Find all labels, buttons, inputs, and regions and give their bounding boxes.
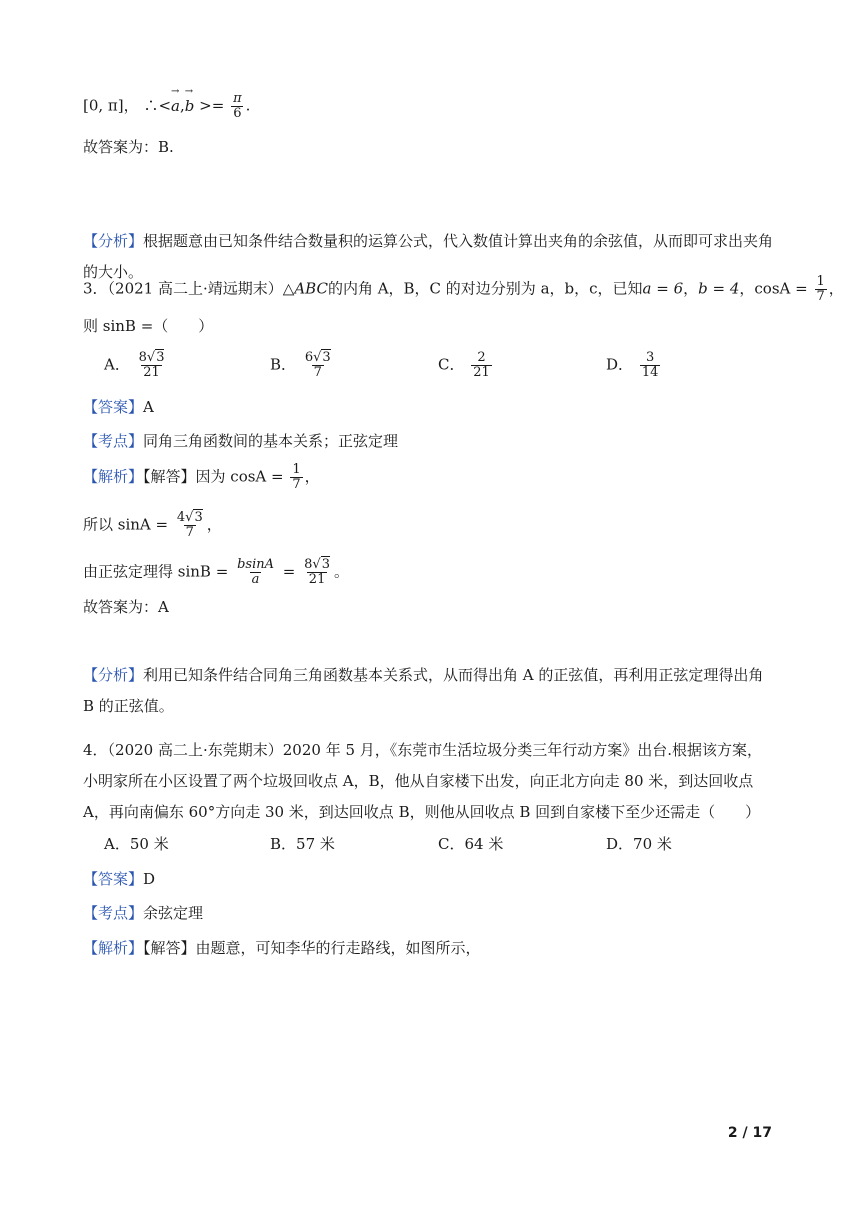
answer-tag: 【答案】 bbox=[83, 398, 144, 416]
q4-stem bbox=[83, 735, 777, 828]
q4-option-c[interactable]: C．64 米 bbox=[438, 835, 504, 853]
solution-tag: 【解析】 bbox=[83, 467, 144, 486]
answer-value: A bbox=[143, 398, 154, 416]
denominator: 7 bbox=[185, 525, 194, 540]
denominator: 21 bbox=[473, 365, 490, 380]
solution-tag: 【解析】 bbox=[83, 939, 144, 957]
q3-ask: 则 sinB =（ ） bbox=[83, 317, 214, 335]
question-number: 3． bbox=[83, 279, 108, 298]
q4-solution bbox=[83, 937, 481, 958]
separator: ， bbox=[683, 279, 699, 298]
radicand: 3 bbox=[321, 557, 330, 572]
q3-option-c[interactable] bbox=[438, 351, 494, 380]
point-text: 余弦定理 bbox=[143, 904, 204, 922]
analysis-tag: 【分析】 bbox=[83, 232, 144, 250]
comma: , bbox=[179, 96, 185, 115]
vector-a: → a bbox=[171, 97, 180, 115]
coefficient: 6 bbox=[304, 350, 314, 365]
denominator: 6 bbox=[233, 106, 242, 121]
triangle-symbol: △ bbox=[282, 279, 295, 298]
numerator: 3 bbox=[645, 350, 655, 365]
angle-result-line bbox=[83, 92, 250, 121]
by-law-text: 由正弦定理得 bbox=[83, 562, 178, 581]
q3-option-d[interactable] bbox=[606, 351, 662, 380]
law-fraction bbox=[235, 558, 276, 587]
point-tag: 【考点】 bbox=[83, 432, 144, 450]
comma: ， bbox=[206, 515, 222, 534]
answer-tag: 【答案】 bbox=[83, 870, 144, 888]
coefficient: 8 bbox=[304, 557, 313, 572]
numerator: 1 bbox=[292, 462, 301, 477]
option-fraction bbox=[471, 351, 492, 380]
numerator: 1 bbox=[816, 274, 825, 289]
denominator: 7 bbox=[292, 477, 301, 492]
analysis-text: 利用已知条件结合同角三角函数基本关系式，从而得出角 A 的正弦值，再利用正弦定理得出角 B 的正弦值。 bbox=[83, 666, 764, 715]
radicand: 3 bbox=[156, 350, 165, 365]
q4-point bbox=[83, 902, 203, 923]
coefficient: 4 bbox=[176, 510, 186, 525]
page-number: 2 / 17 bbox=[727, 1125, 772, 1141]
q3-option-a[interactable] bbox=[104, 351, 168, 380]
comma: ， bbox=[828, 279, 844, 298]
option-label: B． bbox=[270, 355, 297, 374]
numerator bbox=[302, 558, 332, 572]
question-source: （2020 高二上·东莞期末） bbox=[107, 741, 283, 759]
sin-b-label: sinB = bbox=[177, 562, 229, 581]
solution-sub: 【解答】因为 bbox=[143, 467, 231, 486]
option-fraction bbox=[137, 351, 167, 380]
q3-analysis bbox=[83, 660, 777, 722]
q4-option-d[interactable]: D．70 米 bbox=[606, 835, 672, 853]
denominator: 14 bbox=[641, 365, 659, 380]
numerator: π bbox=[233, 91, 242, 106]
q3-stem bbox=[83, 275, 844, 304]
q3-point bbox=[83, 430, 398, 451]
radicand: 3 bbox=[194, 510, 203, 525]
result-fraction bbox=[302, 558, 332, 587]
denominator: 21 bbox=[143, 365, 160, 380]
cos-a-label: cosA = bbox=[230, 467, 284, 486]
b-value: b = 4 bbox=[698, 279, 740, 298]
period: . bbox=[245, 96, 251, 115]
stem-text: 的内角 A，B，C 的对边分别为 a，b，c，已知 bbox=[327, 279, 643, 298]
q3-answer bbox=[83, 396, 154, 417]
equals-symbol: = bbox=[282, 562, 296, 581]
pi-over-six bbox=[231, 92, 244, 121]
cos-a-fraction bbox=[815, 275, 827, 304]
comma: ， bbox=[304, 467, 320, 486]
option-fraction bbox=[640, 351, 661, 380]
denominator: a bbox=[251, 572, 260, 587]
q2-answer-line: 故答案为：B. bbox=[83, 138, 174, 156]
analysis-text: 根据题意由已知条件结合数量积的运算公式，代入数值计算出夹角的余弦值，从而即可求出夹角的大小。 bbox=[83, 232, 774, 281]
denominator: 7 bbox=[313, 365, 322, 380]
therefore-symbol: ∴< bbox=[143, 96, 172, 115]
numerator bbox=[303, 351, 333, 365]
point-text: 同角三角函数间的基本关系；正弦定理 bbox=[143, 432, 399, 450]
q3-solution-line-1 bbox=[83, 463, 320, 492]
q4-option-b[interactable]: B．57 米 bbox=[270, 835, 335, 853]
numerator: bsinA bbox=[237, 557, 274, 572]
period: 。 bbox=[334, 562, 350, 581]
option-label: A． bbox=[104, 355, 130, 374]
numerator bbox=[175, 511, 205, 525]
separator: ， bbox=[739, 279, 755, 298]
q3-final: 故答案为：A bbox=[83, 598, 169, 616]
sqrt: √3 bbox=[312, 557, 330, 572]
interval-text: [0, π]， bbox=[83, 96, 139, 115]
triangle-name: ABC bbox=[294, 279, 328, 298]
numerator: 2 bbox=[477, 350, 486, 365]
coefficient: 8 bbox=[138, 350, 147, 365]
solution-text: 【解答】由题意，可知李华的行走路线，如图所示， bbox=[143, 939, 481, 957]
vector-b: → b bbox=[185, 97, 195, 115]
q3-option-b[interactable] bbox=[270, 351, 335, 380]
option-label: D． bbox=[606, 355, 634, 374]
so-text: 所以 bbox=[83, 515, 118, 534]
sin-a-label: sinA = bbox=[117, 515, 169, 534]
denominator: 7 bbox=[816, 289, 825, 304]
answer-value: D bbox=[143, 870, 156, 888]
q3-solution-line-3 bbox=[83, 558, 349, 587]
sqrt: √3 bbox=[313, 350, 331, 365]
equals-symbol: >= bbox=[199, 96, 225, 115]
option-label: C． bbox=[438, 355, 465, 374]
sqrt: √3 bbox=[146, 350, 165, 365]
question-source: （2021 高二上·靖远期末） bbox=[107, 279, 283, 298]
analysis-tag: 【分析】 bbox=[83, 666, 144, 684]
question-number: 4． bbox=[83, 741, 108, 759]
numerator bbox=[137, 351, 167, 365]
point-tag: 【考点】 bbox=[83, 904, 144, 922]
sqrt: √3 bbox=[185, 510, 203, 525]
sin-a-fraction bbox=[175, 511, 205, 540]
radicand: 3 bbox=[322, 350, 331, 365]
cos-a-label: cosA = bbox=[754, 279, 808, 298]
stem-text: 2020 年 5 月，《东莞市生活垃圾分类三年行动方案》出台.根据该方案，小明家所在小区设置了两个垃圾回收点 A，B，他从自家楼下出发，向正北方向走 80 米，到达回收点 A，再向南偏东 60°方向走 30 米，到达回收点 B，则他从回收点 B 回到自家楼下至少还需走（ ） bbox=[83, 741, 763, 821]
a-value: a = 6 bbox=[642, 279, 684, 298]
q4-answer bbox=[83, 868, 155, 889]
option-fraction bbox=[303, 351, 333, 380]
q3-solution-line-2 bbox=[83, 511, 222, 540]
denominator: 21 bbox=[308, 572, 326, 587]
cos-a-fraction bbox=[290, 463, 302, 492]
q4-option-a[interactable]: A．50 米 bbox=[104, 835, 169, 853]
